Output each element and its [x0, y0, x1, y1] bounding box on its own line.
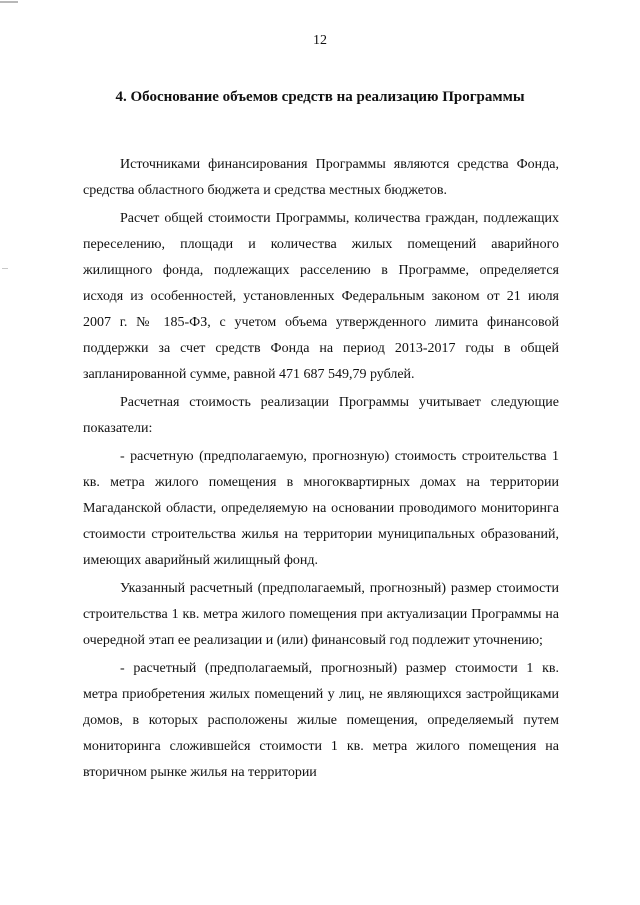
paragraph-cost-calculation: Расчет общей стоимости Программы, количества граждан, подлежащих переселению, площади и количества жилых помещений аварийного жилищного фонда, подлежащих расселению в Программе, определяется исходя из особенностей, установленных Федеральным законом от 21 июля 2007 г. № 185-ФЗ, с учетом объема утвержденного лимита финансовой поддержки за счет средств Фонда на период 2013-2017 годы в общей запланированной сумме, равной 471 687 549,79 рублей.: [83, 211, 559, 382]
scan-artifact: [0, 1, 18, 3]
page-number: 12: [313, 33, 327, 48]
section-heading: 4. Обоснование объемов средств на реализацию Программы: [115, 89, 525, 105]
paragraph-purchase-cost-item: - расчетный (предполагаемый, прогнозный) размер стоимости 1 кв. метра приобретения жилых помещений у лиц, не являющихся застройщиками домов, в которых расположены жилые помещения, определяемый путем мониторинга сложившейся стоимости 1 кв. метра жилого помещения на вторичном рынке жилья на территории: [83, 661, 559, 780]
paragraph-construction-cost-item: - расчетную (предполагаемую, прогнозную) стоимость строительства 1 кв. метра жилого помещения в многоквартирных домах на территории Магаданской области, определяемую на основании проводимого мониторинга стоимости строительства жилья на территории муниципальных образований, имеющих аварийный жилищный фонд.: [83, 449, 559, 568]
margin-mark: [2, 268, 8, 269]
body-text: [83, 152, 559, 788]
paragraph-cost-adjustment: Указанный расчетный (предполагаемый, прогнозный) размер стоимости строительства 1 кв. метра жилого помещения при актуализации Программы на очередной этап ее реализации и (или) финансовый год подлежит уточнению;: [83, 581, 559, 648]
paragraph-indicators-intro: Расчетная стоимость реализации Программы учитывает следующие показатели:: [83, 395, 559, 436]
paragraph-funding-sources: Источниками финансирования Программы являются средства Фонда, средства областного бюджета и средства местных бюджетов.: [83, 157, 559, 198]
